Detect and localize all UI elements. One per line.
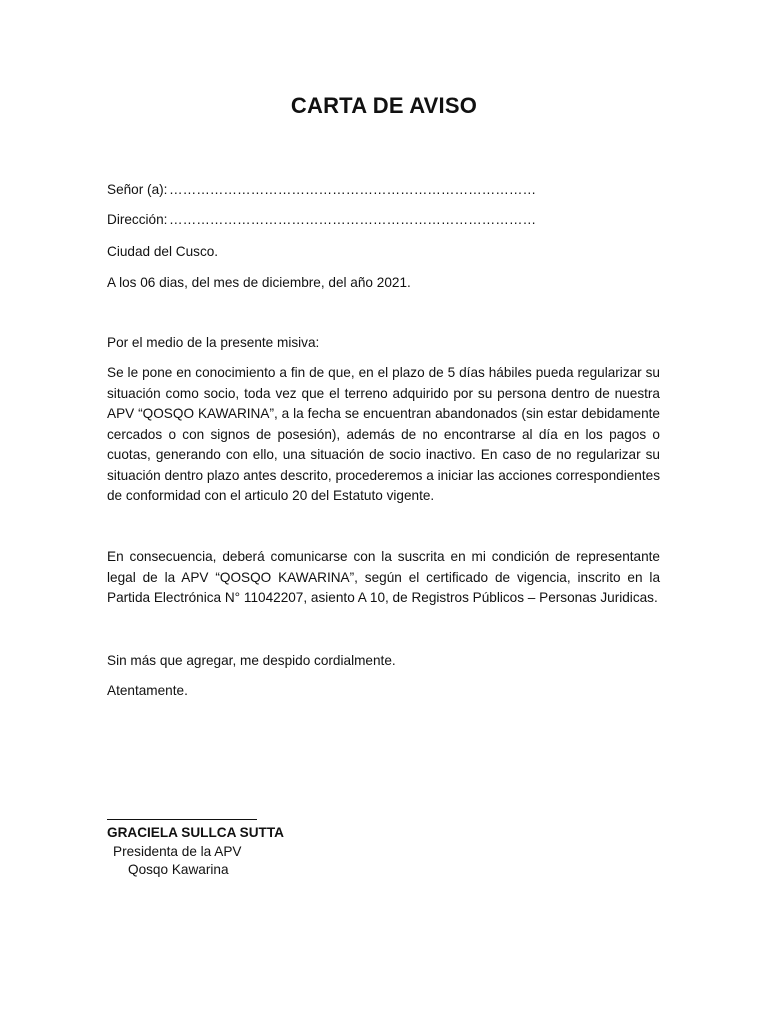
intro-line: Por el medio de la presente misiva: (107, 335, 320, 350)
signatory-role: Presidenta de la APV (113, 844, 242, 859)
body-paragraph-2: En consecuencia, deberá comunicarse con la suscrita en mi condición de representante legal de la APV “QOSQO KAWARINA”, según el certificado de vigencia, inscrito en la Partida Electrónica N° 11042207, asiento A 10, de Registros Públicos – Personas Juridicas. (107, 549, 660, 605)
regards-line: Atentamente. (107, 683, 188, 698)
recipient-placeholder: ……………………………………………………………………… (169, 182, 537, 197)
date-line: A los 06 dias, del mes de diciembre, del año 2021. (107, 275, 411, 290)
signatory-name: GRACIELA SULLCA SUTTA (107, 825, 284, 840)
address-label: Dirección: (107, 212, 168, 227)
city-line: Ciudad del Cusco. (107, 244, 219, 259)
address-field (107, 212, 537, 227)
signatory-organization: Qosqo Kawarina (128, 862, 229, 877)
signature-line (107, 819, 257, 820)
address-placeholder: ……………………………………………………………………… (169, 212, 537, 227)
closing-line: Sin más que agregar, me despido cordialmente. (107, 653, 396, 668)
body-paragraph-1: Se le pone en conocimiento a fin de que, en el plazo de 5 días hábiles pueda regularizar su situación como socio, toda vez que el terreno adquirido por su persona dentro de nuestra APV “QOSQO KAWARINA”, a la fecha se encuentran abandonados (sin estar debidamente cercados o con signos de posesión), además de no encontrarse al día en los pagos o cuotas, generando con ello, una situación de socio inactivo. En caso de no regularizar su situación dentro plazo antes descrito, procederemos a iniciar las acciones correspondientes de conformidad con el articulo 20 del Estatuto vigente. (107, 365, 660, 503)
document-title: CARTA DE AVISO (290, 93, 478, 118)
recipient-field (107, 182, 537, 197)
recipient-label: Señor (a): (107, 182, 168, 197)
